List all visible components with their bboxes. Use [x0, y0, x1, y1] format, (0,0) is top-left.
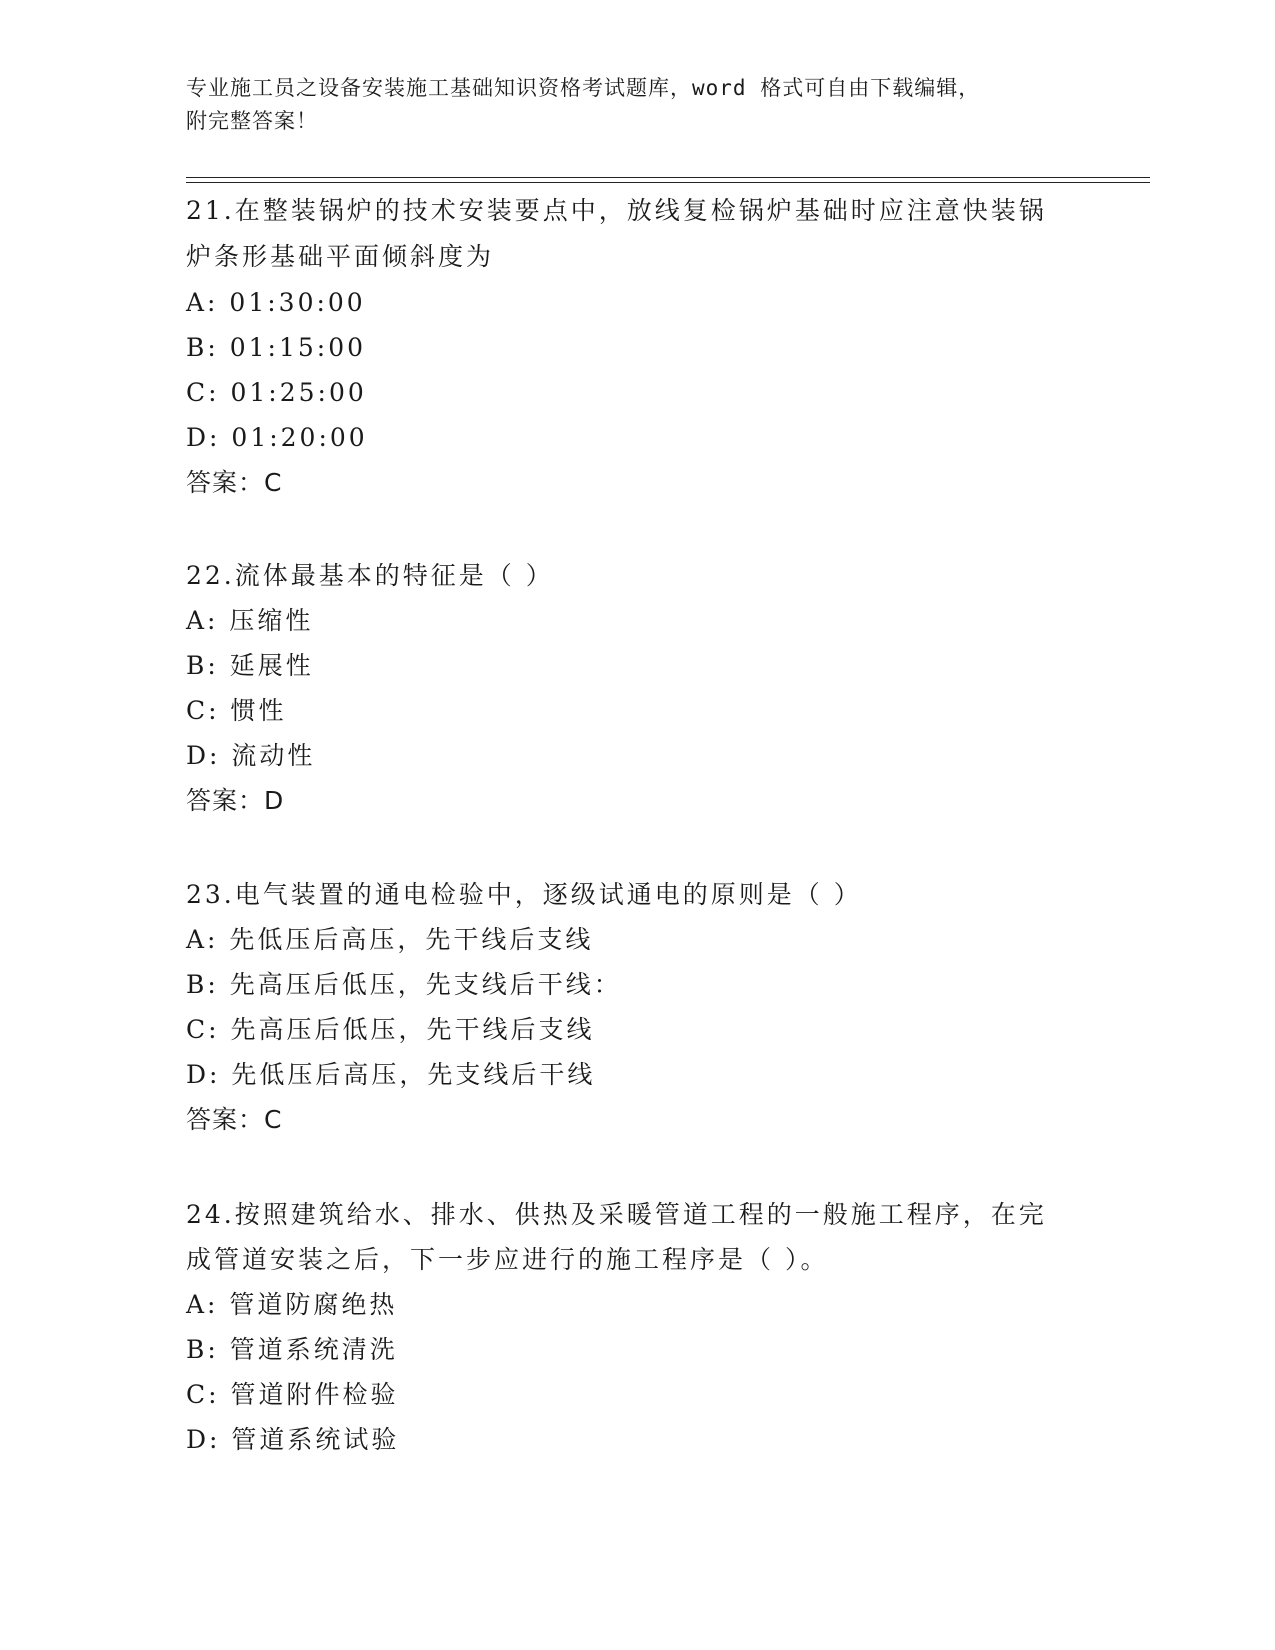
question-block — [186, 188, 1086, 505]
header-line-2: 附完整答案！ — [186, 109, 318, 133]
document-header — [186, 72, 1086, 138]
option-c: C: 惯性 — [186, 696, 287, 725]
option-a: A: 先低压后高压，先干线后支线 — [186, 925, 594, 954]
answer-label: 答案：D — [186, 786, 285, 815]
option-a: A: 01:30:00 — [186, 288, 366, 317]
option-c: C: 01:25:00 — [186, 378, 367, 407]
question-stem-line: 24.按照建筑给水、排水、供热及采暖管道工程的一般施工程序，在完 — [186, 1200, 1047, 1229]
option-d: D: 01:20:00 — [186, 423, 368, 452]
option-b: B: 先高压后低压，先支线后干线： — [186, 970, 622, 999]
option-d: D: 流动性 — [186, 741, 316, 770]
option-c: C: 先高压后低压，先干线后支线 — [186, 1015, 595, 1044]
question-stem-line: 炉条形基础平面倾斜度为 — [186, 242, 495, 271]
option-d: D: 管道系统试验 — [186, 1425, 400, 1454]
option-d: D: 先低压后高压，先支线后干线 — [186, 1060, 596, 1089]
question-stem-line: 21.在整装锅炉的技术安装要点中，放线复检锅炉基础时应注意快装锅 — [186, 196, 1047, 225]
option-c: C: 管道附件检验 — [186, 1380, 399, 1409]
header-divider-bottom — [186, 182, 1150, 183]
question-stem-line: 23.电气装置的通电检验中，逐级试通电的原则是（ ） — [186, 880, 862, 909]
header-divider-top — [186, 177, 1150, 178]
option-b: B: 延展性 — [186, 651, 314, 680]
option-a: A: 压缩性 — [186, 606, 314, 635]
option-b: B: 管道系统清洗 — [186, 1335, 398, 1364]
option-b: B: 01:15:00 — [186, 333, 367, 362]
question-block — [186, 872, 1086, 1142]
question-stem-line: 22.流体最基本的特征是（ ） — [186, 561, 554, 590]
answer-label: 答案：C — [186, 1105, 283, 1134]
question-stem-line: 成管道安装之后，下一步应进行的施工程序是（ ）。 — [186, 1245, 829, 1274]
answer-label: 答案：C — [186, 468, 283, 497]
question-block — [186, 1192, 1086, 1462]
header-line-1: 专业施工员之设备安装施工基础知识资格考试题库，word 格式可自由下载编辑， — [186, 76, 981, 100]
option-a: A: 管道防腐绝热 — [186, 1290, 398, 1319]
question-block — [186, 553, 1086, 823]
